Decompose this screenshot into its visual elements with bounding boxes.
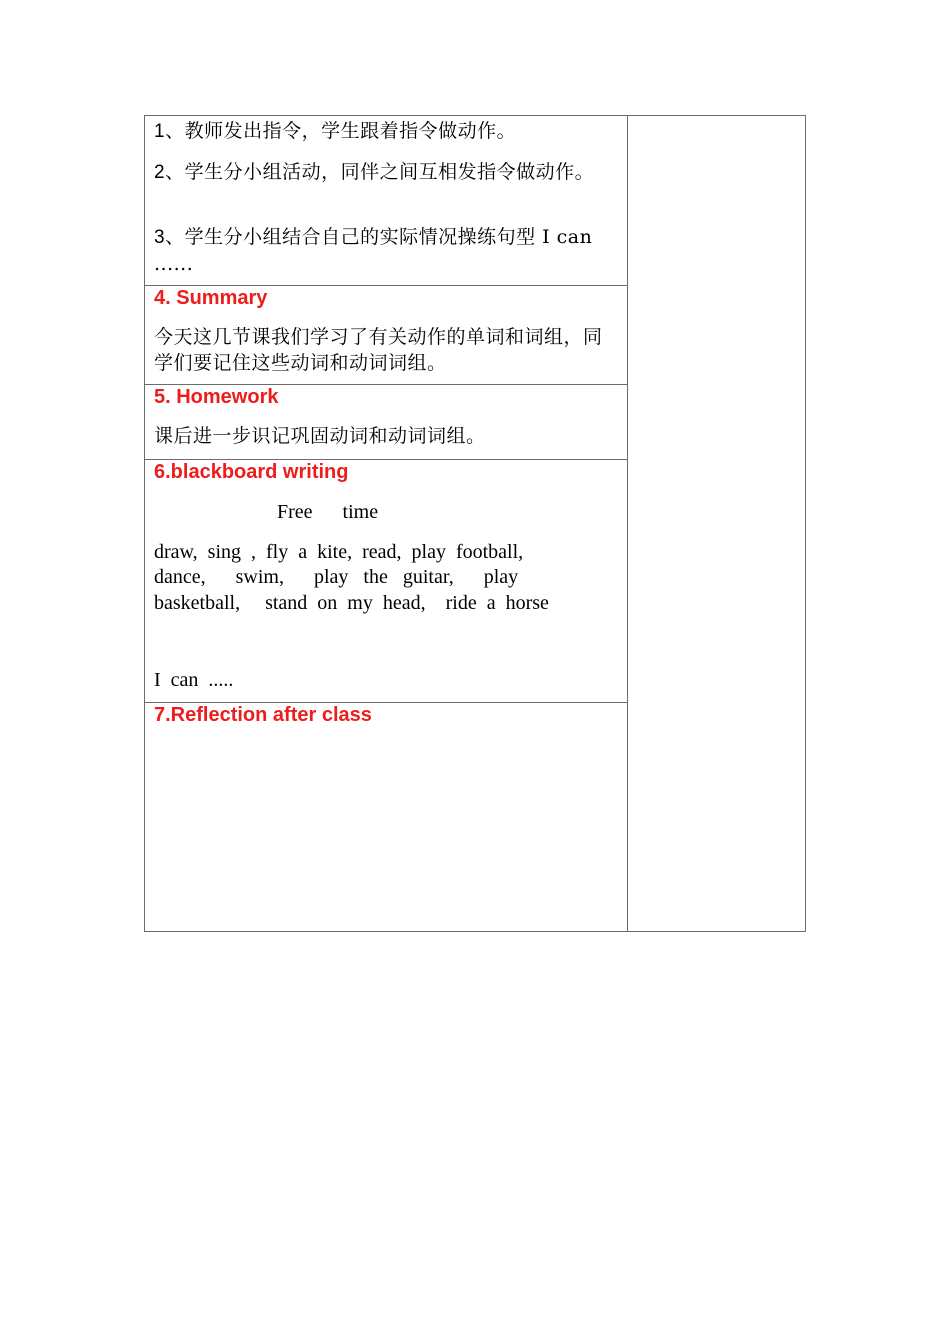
homework-cell [145, 385, 627, 460]
activity-item-1 [154, 118, 618, 145]
column-divider [627, 116, 628, 931]
activity-text: 、学生分小组结合自己的实际情况操练句型 I can ...... [154, 226, 593, 275]
title-word: Free [277, 501, 313, 523]
blackboard-title [277, 499, 477, 525]
vocab-line-1: draw, sing , fly a kite, read, play football, [154, 541, 524, 563]
vocab-line-2: dance, swim, play the guitar, play [154, 566, 519, 588]
summary-text: 今天这几节课我们学习了有关动作的单词和词组，同学们要记住这些动词和动词词组。 [154, 326, 603, 374]
activity-item-3 [154, 224, 618, 277]
sentence-pattern: I can ..... [154, 669, 234, 691]
activities-cell [145, 116, 627, 286]
activity-number: 1 [154, 121, 166, 142]
lesson-plan-table [144, 115, 806, 932]
homework-heading: 5. Homework [154, 386, 279, 408]
homework-text: 课后进一步识记巩固动词和动词词组。 [154, 425, 486, 447]
title-word: time [342, 501, 379, 523]
vocab-line-3: basketball, stand on my head, ride a horse [154, 592, 549, 614]
summary-heading: 4. Summary [154, 287, 268, 309]
blackboard-cell [145, 460, 627, 703]
blackboard-heading: 6.blackboard writing [154, 461, 349, 483]
activity-text: 、学生分小组活动，同伴之间互相发指令做动作。 [165, 161, 595, 183]
reflection-heading: 7.Reflection after class [154, 704, 372, 726]
activity-item-2 [154, 159, 618, 186]
activity-text: 、教师发出指令，学生跟着指令做动作。 [165, 120, 517, 142]
activity-number: 3 [154, 227, 166, 248]
summary-cell [145, 286, 627, 385]
activity-number: 2 [154, 162, 166, 183]
reflection-cell [145, 703, 627, 932]
